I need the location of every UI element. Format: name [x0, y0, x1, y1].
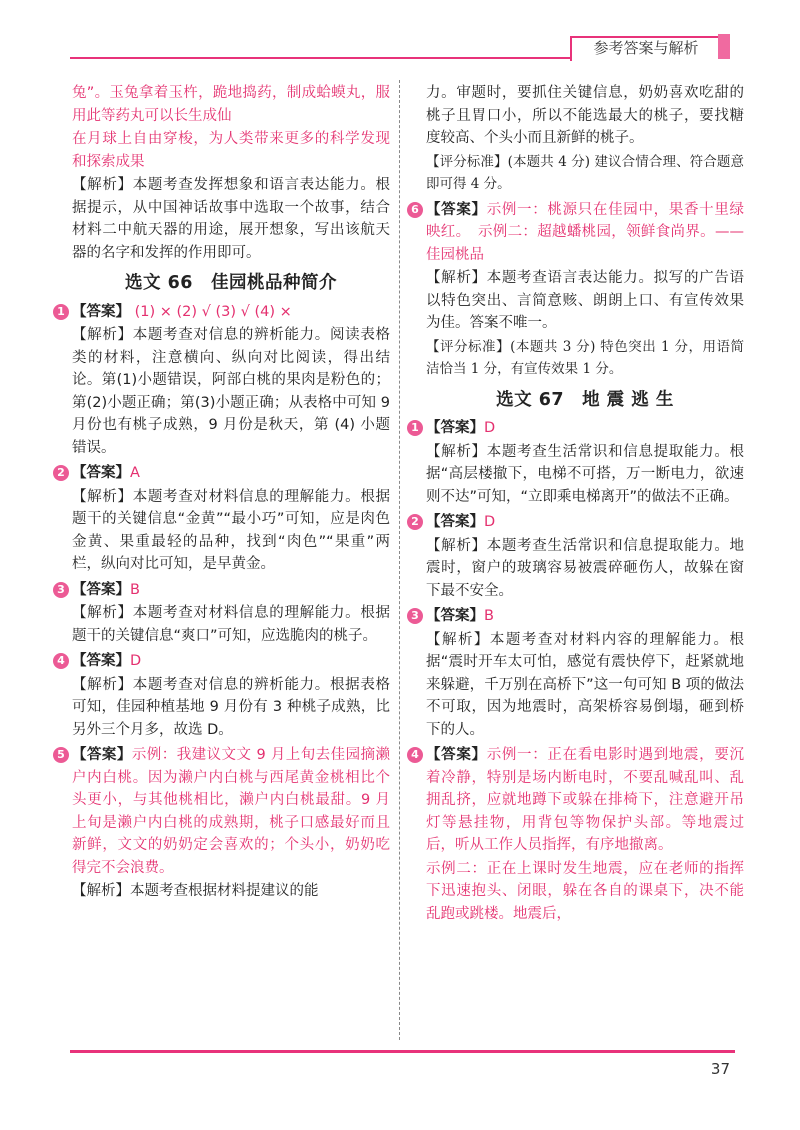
answer-label: 【答案】 [426, 747, 487, 763]
analysis-text: 【解析】本题考查对材料信息的理解能力。根据题干的关键信息“爽口”可知，应选脆肉的桃子。 [72, 605, 390, 644]
scoring-note: 【评分标准】(本题共 3 分) 特色突出 1 分，用语简洁恰当 1 分，有宣传效果 1 分。 [426, 338, 744, 377]
answer-text: B [130, 581, 140, 598]
question-number-badge: 2 [407, 514, 423, 530]
question-block [411, 605, 744, 741]
answer-label: 【答案】 [72, 303, 130, 320]
answer-label: 【答案】 [426, 420, 484, 436]
answer-label: 【答案】 [72, 653, 130, 669]
question-number-badge: 4 [407, 747, 423, 763]
question-block [57, 462, 390, 576]
answer-text: D [484, 514, 496, 530]
footer-rule [70, 1050, 735, 1053]
question-number-badge: 4 [53, 653, 69, 669]
question-block [57, 579, 390, 648]
question-number-badge: 3 [53, 582, 69, 598]
question-number-badge: 5 [53, 747, 69, 763]
answer-text: D [484, 420, 496, 436]
answer-text: 示例一：桃源只在佳园中，果香十里绿映红。 示例二：超越蟠桃园，领鲜食尚界。——佳园桃品 [426, 201, 745, 263]
answer-label: 【答案】 [426, 514, 484, 530]
analysis-text-continued: 力。审题时，要抓住关键信息，奶奶喜欢吃甜的桃子且胃口小，所以不能选最大的桃子，要找糖度较高、个头小而且新鲜的桃子。 [426, 85, 744, 146]
header-tab-decoration [718, 34, 730, 59]
question-number-badge: 1 [53, 304, 69, 320]
question-block [411, 511, 744, 602]
answer-text-continued: 兔”。玉兔拿着玉杵，跪地捣药，制成蛤蟆丸，服用此等药丸可以长生成仙 [72, 85, 390, 124]
question-number-badge: 2 [53, 465, 69, 481]
answer-text: 示例：我建议文文 9 月上旬去佳园摘濑户内白桃。因为濑户内白桃与西尾黄金桃相比个头更小，与其他桃相比，濑户内白桃最甜。9 月上旬是濑户内白桃的成熟期，桃子口感最好而且新鲜，文文的奶奶定会喜欢的；个头小，奶奶吃得完不会浪费。 [72, 747, 390, 876]
question-block [57, 744, 390, 903]
answer-label: 【答案】 [426, 201, 487, 218]
analysis-text: 【解析】本题考查对材料信息的理解能力。根据题干的关键信息“金黄”“最小巧”可知，应是肉色金黄、果重最轻的品种，找到“肉色”“果重”两栏，纵向对比可知，是早黄金。 [72, 488, 390, 572]
analysis-text: 【解析】本题考查对信息的辨析能力。阅读表格类的材料，注意横向、纵向对比阅读，得出结论。第(1)小题错误，阿部白桃的果肉是粉色的；第(2)小题正确；第(3)小题正确；从表格中可知 9 月份也有桃子成熟，9 月份是秋天，第 (4) 小题错误。 [72, 327, 390, 456]
answer-text-continued: 在月球上自由穿梭，为人类带来更多的科学发现和探索成果 [72, 131, 390, 170]
header-title: 参考答案与解析 [570, 36, 720, 61]
answer-text: 示例一：正在看电影时遇到地震，要沉着冷静，特别是场内断电时，不要乱喊乱叫、乱拥乱挤，应就地蹲下或躲在排椅下，注意避开吊灯等悬挂物，用背包等物保护头部。等地震过后，听从工作人员指挥，有序地撤离。 [426, 747, 745, 853]
answer-label: 【答案】 [72, 747, 132, 763]
question-number-badge: 1 [407, 420, 423, 436]
question-block [411, 199, 745, 381]
answer-label: 【答案】 [72, 581, 130, 598]
question-block [57, 650, 390, 741]
analysis-text: 【解析】本题考查根据材料提建议的能 [72, 883, 319, 899]
answer-text: (1) × (2) √ (3) √ (4) × [130, 303, 292, 320]
answer-text: 示例二：正在上课时发生地震，应在老师的指挥下迅速抱头、闭眼，躲在各自的课桌下，决不能乱跑或跳楼。地震后， [426, 860, 744, 922]
question-number-badge: 6 [407, 202, 423, 218]
page-number: 37 [710, 1060, 730, 1078]
analysis-text: 【解析】本题考查对信息的辨析能力。根据表格可知，佳园种植基地 9 月份有 3 种桃子成熟，比另外三个月多，故选 D。 [72, 676, 390, 738]
analysis-text: 【解析】本题考查语言表达能力。拟写的广告语以特色突出、言简意赅、朗朗上口、有宣传效果为佳。答案不唯一。 [426, 270, 744, 331]
section-title-66: 选文 66 佳园桃品种简介 [125, 273, 337, 293]
left-column [57, 82, 390, 904]
section-title-67: 选文 67 地 震 逃 生 [496, 389, 674, 410]
analysis-text: 【解析】本题考查生活常识和信息提取能力。根据“高层楼撤下，电梯不可搭，万一断电力，欲速则不达”可知，“立即乘电梯离开”的做法不正确。 [426, 443, 744, 505]
answer-text: D [130, 653, 142, 669]
question-block [411, 417, 744, 508]
answer-text: B [484, 608, 494, 624]
answer-text: A [130, 465, 140, 481]
question-block [57, 301, 390, 460]
scoring-note: 【评分标准】(本题共 4 分) 建议合情合理、符合题意即可得 4 分。 [426, 153, 744, 192]
analysis-text: 【解析】本题考查发挥想象和语言表达能力。根据提示，从中国神话故事中选取一个故事，结合材料二中航天器的用途，展开想象，写出该航天器的名字和发挥的作用即可。 [72, 177, 390, 261]
question-number-badge: 3 [407, 608, 423, 624]
question-block [411, 744, 745, 925]
analysis-text: 【解析】本题考查生活常识和信息提取能力。地震时，窗户的玻璃容易被震碎砸伤人，故躲在窗下最不安全。 [426, 537, 744, 599]
column-divider [399, 80, 400, 1040]
answer-label: 【答案】 [426, 608, 484, 624]
right-column [411, 82, 745, 926]
answer-label: 【答案】 [72, 465, 130, 481]
analysis-text: 【解析】本题考查对材料内容的理解能力。根据“震时开车太可怕，感觉有震快停下，赶紧就地来躲避，千万别在高桥下”这一句可知 B 项的做法不可取，因为地震时，高架桥容易倒塌，砸到桥下的人。 [426, 631, 744, 738]
